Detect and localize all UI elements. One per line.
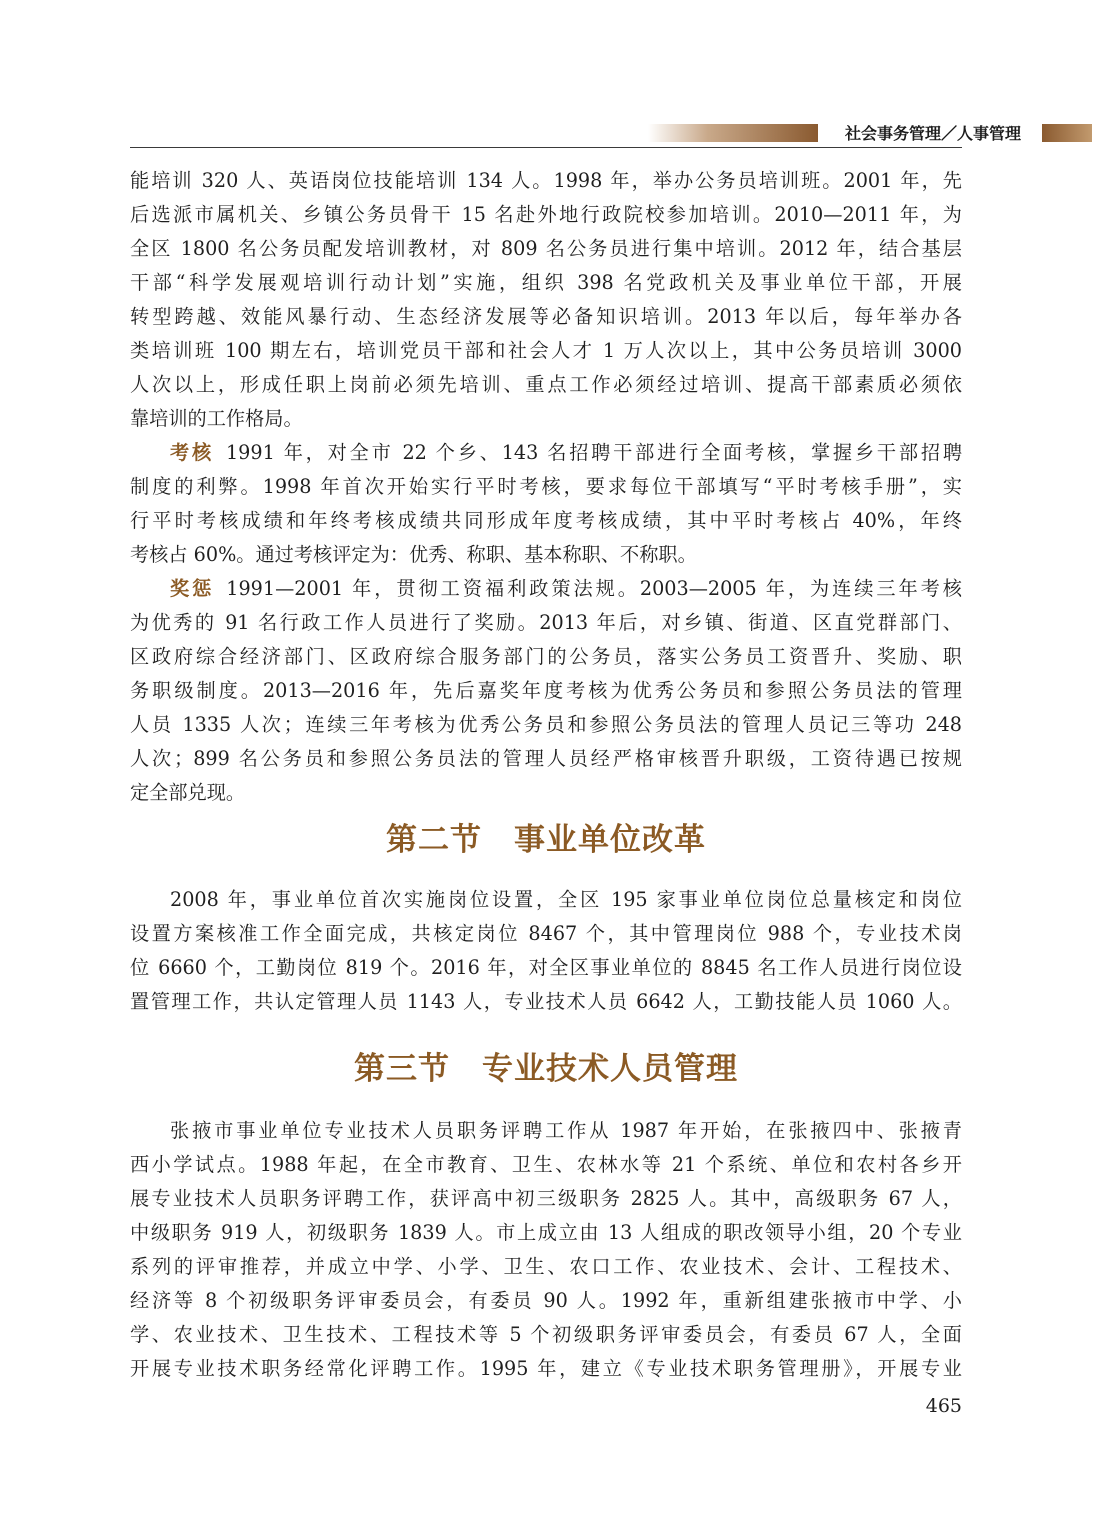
para1-line: 靠培训的工作格局。 <box>130 407 303 430</box>
para2-first-line <box>130 436 962 470</box>
para2-line: 考核占 60%。通过考核评定为：优秀、称职、基本称职、不称职。 <box>130 543 697 566</box>
para1-line: 干部“科学发展观培训行动计划”实施，组织 398 名党政机关及事业单位干部，开展 <box>130 271 962 294</box>
header-rule <box>130 147 962 148</box>
section3-line: 系列的评审推荐，并成立中学、小学、卫生、农口工作、农业技术、会计、工程技术、 <box>130 1255 962 1278</box>
page-number: 465 <box>925 1395 962 1417</box>
para3-line: 1991—2001 年，贯彻工资福利政策法规。2003—2005 年，为连续三年考核 <box>226 577 962 600</box>
section-heading: 第二节 事业单位改革 <box>386 822 706 858</box>
para1-line: 类培训班 100 期左右，培训党员干部和社会人才 1 万人次以上，其中公务员培训 3000 <box>130 339 962 362</box>
para3-first-line <box>130 572 962 606</box>
section3-line: 学、农业技术、卫生技术、工程技术等 5 个初级职务评审委员会，有委员 67 人，全面 <box>130 1323 962 1346</box>
running-header <box>130 118 1021 148</box>
para1-line: 人次以上，形成任职上岗前必须先培训、重点工作必须经过培训、提高干部素质必须依 <box>130 373 962 396</box>
section2-line: 置管理工作，共认定管理人员 1143 人，专业技术人员 6642 人，工勤技能人员 1060 人。 <box>130 990 962 1013</box>
header-decor-bar-left <box>648 124 818 142</box>
header-section-title: 社会事务管理／人事管理 <box>844 124 1021 143</box>
para3-line: 务职级制度。2013—2016 年，先后嘉奖年度考核为优秀公务员和参照公务员法的管理 <box>130 679 962 702</box>
section3-line: 展专业技术人员职务评聘工作，获评高中初三级职务 2825 人。其中，高级职务 67 人， <box>130 1187 962 1210</box>
term-kaohe: 考核 <box>170 441 214 464</box>
para1-line: 转型跨越、效能风暴行动、生态经济发展等必备知识培训。2013 年以后，每年举办各 <box>130 305 962 328</box>
para2-line: 1991 年，对全市 22 个乡、143 名招聘干部进行全面考核，掌握乡干部招聘 <box>225 441 963 464</box>
para3-line: 人次；899 名公务员和参照公务员法的管理人员经严格审核晋升职级，工资待遇已按规 <box>130 747 962 770</box>
section3-line: 中级职务 919 人，初级职务 1839 人。市上成立由 13 人组成的职改领导小组，20 个专业 <box>130 1221 962 1244</box>
para2-line: 制度的利弊。1998 年首次开始实行平时考核，要求每位干部填写“平时考核手册”，实 <box>130 475 962 498</box>
section3-line: 开展专业技术职务经常化评聘工作。1995 年，建立《专业技术职务管理册》，开展专业 <box>130 1357 962 1380</box>
para1-line: 全区 1800 名公务员配发培训教材，对 809 名公务员进行集中培训。2012 年，结合基层 <box>130 237 962 260</box>
term-jiangcheng: 奖惩 <box>170 577 215 600</box>
para3-line: 区政府综合经济部门、区政府综合服务部门的公务员，落实公务员工资晋升、奖励、职 <box>130 645 962 668</box>
section3-line: 经济等 8 个初级职务评审委员会，有委员 90 人。1992 年，重新组建张掖市中学、小 <box>130 1289 962 1312</box>
section3-line: 西小学试点。1988 年起，在全市教育、卫生、农林水等 21 个系统、单位和农村各乡开 <box>130 1153 962 1176</box>
section3-line: 张掖市事业单位专业技术人员职务评聘工作从 1987 年开始，在张掖四中、张掖青 <box>170 1119 962 1142</box>
para3-line: 为优秀的 91 名行政工作人员进行了奖励。2013 年后，对乡镇、街道、区直党群部门、 <box>130 611 962 634</box>
para3-line: 定全部兑现。 <box>130 781 246 804</box>
para1-line: 后选派市属机关、乡镇公务员骨干 15 名赴外地行政院校参加培训。2010—2011 年，为 <box>130 203 962 226</box>
para3-line: 人员 1335 人次；连续三年考核为优秀公务员和参照公务员法的管理人员记三等功 248 <box>130 713 962 736</box>
header-decor-bar-right <box>1042 124 1092 142</box>
section-heading: 第三节 专业技术人员管理 <box>354 1051 738 1087</box>
para2-line: 行平时考核成绩和年终考核成绩共同形成年度考核成绩，其中平时考核占 40%，年终 <box>130 509 962 532</box>
section2-line: 位 6660 个，工勤岗位 819 个。2016 年，对全区事业单位的 8845 名工作人员进行岗位设 <box>130 956 962 979</box>
para1-line: 能培训 320 人、英语岗位技能培训 134 人。1998 年，举办公务员培训班。2001 年，先 <box>130 169 962 192</box>
section2-line: 设置方案核准工作全面完成，共核定岗位 8467 个，其中管理岗位 988 个，专业技术岗 <box>130 922 962 945</box>
section2-line: 2008 年，事业单位首次实施岗位设置，全区 195 家事业单位岗位总量核定和岗位 <box>170 888 962 911</box>
